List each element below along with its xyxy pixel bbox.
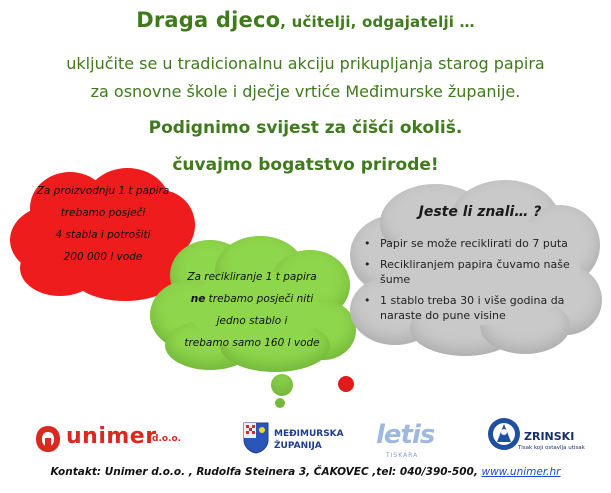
- letis-subtitle: TISKARA: [386, 452, 419, 459]
- poster-title: [0, 8, 611, 32]
- zrinski-tagline: Tisak koji ostavlja utisak: [518, 445, 585, 451]
- website-link[interactable]: www.unimer.hr: [481, 466, 561, 478]
- bullet-icon: •: [364, 237, 371, 250]
- fact-text: Papir se može reciklirati do 7 puta: [380, 237, 568, 250]
- intro-line-2: za osnovne škole i dječje vrtiće Međimurske županije.: [90, 82, 521, 101]
- medjimurska-line-2: ŽUPANIJA: [274, 441, 322, 451]
- red-dot: [338, 376, 354, 392]
- green-cloud-line-2-rest: trebamo posječi niti: [205, 293, 314, 305]
- green-cloud-text: [166, 266, 338, 354]
- unimer-suffix: d.o.o.: [152, 434, 182, 444]
- fact-item: [362, 293, 598, 323]
- red-cloud-line: Za proizvodnju 1 t papira: [36, 185, 170, 197]
- contact-phone: tel: 040/390-500,: [376, 466, 482, 478]
- red-cloud-line: 200 000 l vode: [63, 251, 143, 263]
- greeting: Draga djeco: [136, 8, 281, 32]
- unimer-emblem-icon: [34, 424, 62, 454]
- facts-list: [362, 236, 598, 329]
- red-cloud-line: trebamo posječi: [60, 207, 146, 219]
- bullet-icon: •: [364, 294, 371, 307]
- slogan-line-2: čuvajmo bogatstvo prirode!: [172, 155, 439, 175]
- medjimurska-text: [274, 428, 344, 452]
- intro-line-1: uključite se u tradicionalnu akciju prikupljanja starog papira: [66, 54, 545, 73]
- fact-text: Recikliranjem papira čuvamo naše šume: [380, 258, 570, 286]
- green-cloud-line-4: trebamo samo 160 l vode: [184, 337, 320, 349]
- greeting-rest: , učitelji, odgajatelji …: [280, 13, 475, 31]
- coat-of-arms-icon: [243, 422, 269, 454]
- green-cloud-line-1: Za recikliranje 1 t papira: [187, 271, 317, 283]
- medjimurska-line-1: MEĐIMURSKA: [274, 429, 344, 439]
- contact-line: [0, 466, 611, 478]
- contact-address: Kontakt: Unimer d.o.o. , Rudolfa Steinera 3, ČAKOVEC ,: [50, 466, 377, 478]
- green-cloud-line-3: jedno stablo i: [216, 315, 288, 327]
- green-cloud-emphasis: ne: [190, 293, 206, 305]
- red-cloud-line: 4 stabla i potrošiti: [55, 229, 151, 241]
- zrinski-emblem-icon: [487, 416, 521, 452]
- fact-text: 1 stablo treba 30 i više godina da naraste do pune visine: [380, 294, 565, 322]
- slogan-line-1: Podignimo svijest za čišći okoliš.: [148, 118, 463, 138]
- bullet-icon: •: [364, 258, 371, 271]
- letis-wordmark: letis: [376, 420, 435, 450]
- zrinski-wordmark: ZRINSKI: [524, 430, 575, 443]
- green-cloud-line-2: [166, 288, 338, 310]
- unimer-wordmark: unimer: [66, 424, 157, 449]
- red-cloud-text: [28, 180, 178, 268]
- fact-item: [362, 236, 598, 251]
- grey-cloud-title: Jeste li znali… ?: [418, 204, 542, 220]
- fact-item: [362, 257, 598, 287]
